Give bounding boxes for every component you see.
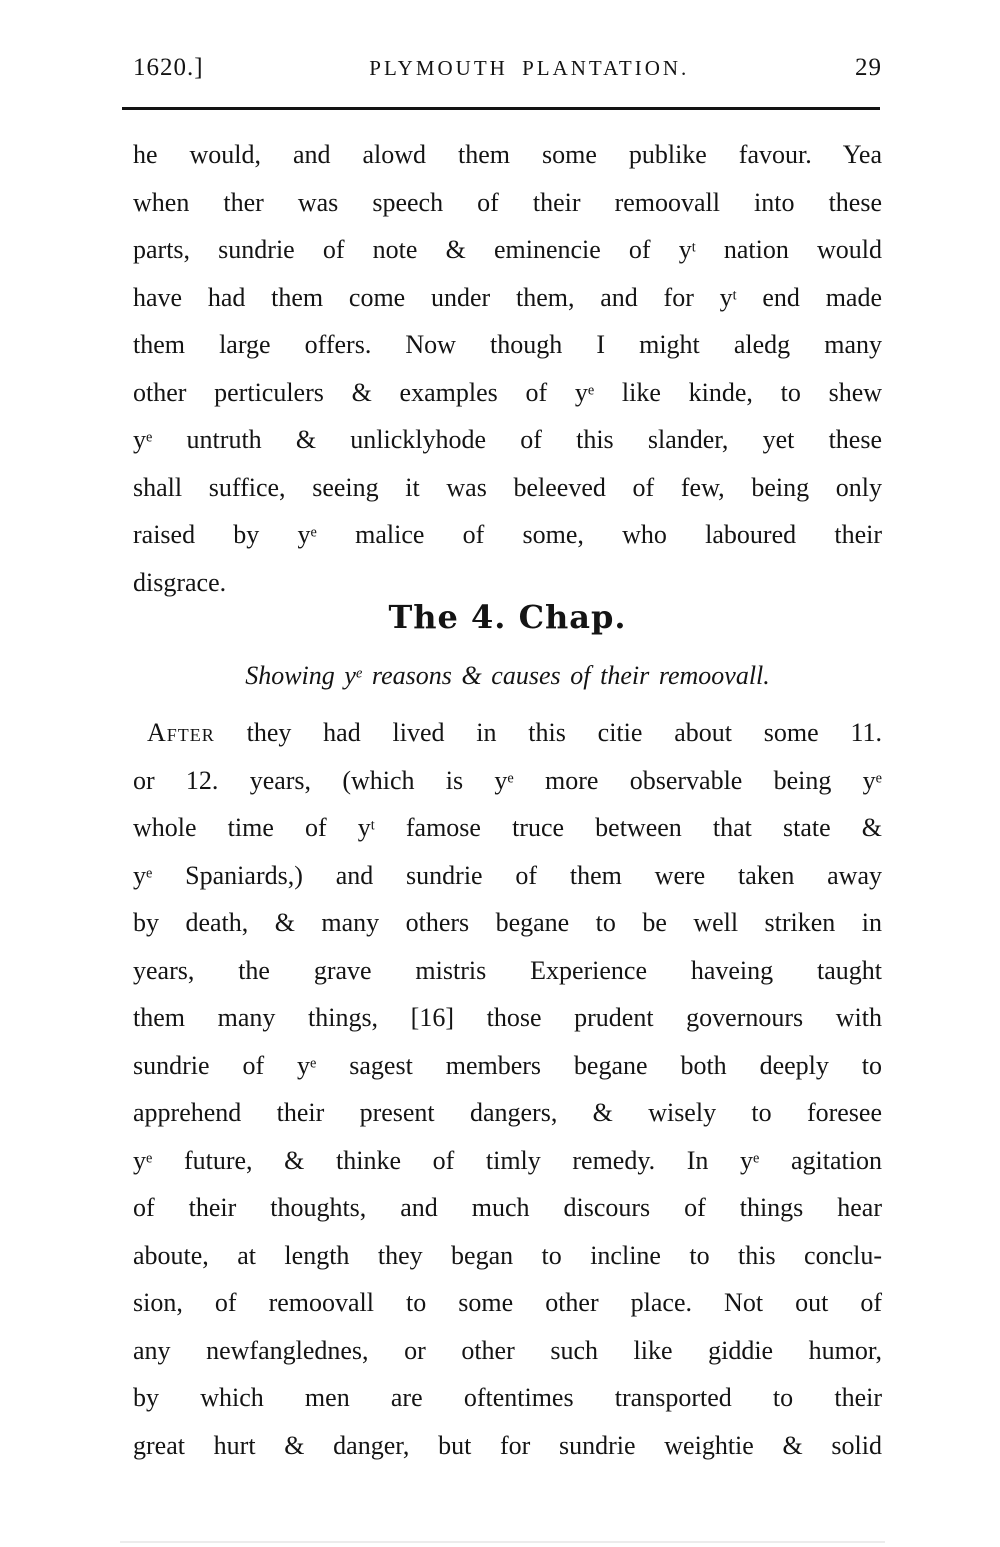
superscript-letter: e — [146, 865, 153, 882]
text-line: of their thoughts, and much discours of things hear — [133, 1193, 882, 1222]
text-line: them large offers. Now though I might aledg many — [133, 330, 882, 359]
text-line: whole time of $y^t$ famose truce between that state & — [133, 813, 882, 842]
text-line: shall suffice, seeing it was beleeved of few, being only — [133, 472, 882, 502]
text-line: he would, and alowd them some publike favour. Yea — [133, 140, 882, 169]
superscript-letter: e — [355, 665, 363, 682]
superscript-letter: e — [875, 770, 883, 787]
superscript-letter: t — [691, 239, 696, 256]
paragraph-chapter-body — [133, 709, 882, 1469]
text-line: other perticulers & examples of $y^e$ like kinde, to shew — [133, 377, 883, 407]
text-line: them many things, [16] those prudent governours with — [133, 1003, 882, 1032]
superscript-letter: e — [310, 524, 317, 541]
text-line: After they had lived in this citie about some 11. — [147, 718, 882, 747]
text-line: aboute, at length they began to incline to this conclu- — [133, 1240, 882, 1270]
superscript-letter: e — [310, 1055, 317, 1072]
superscript-letter: t — [732, 287, 737, 304]
superscript-letter: e — [753, 1150, 760, 1167]
chapter-heading: The 4. Chap. — [388, 598, 627, 636]
header-rule — [122, 107, 880, 110]
text-line: disgrace. — [133, 567, 227, 597]
superscript-letter: e — [507, 770, 514, 787]
text-line: have had them come under them, and for $y^t$ end made — [133, 282, 882, 312]
page-number: 29 — [855, 54, 882, 81]
text-line: sundrie of $y^e$ sagest members begane both deeply to — [133, 1050, 883, 1080]
chapter-subtitle: Showing $y^e$ reasons & causes of their remoovall. — [245, 661, 770, 690]
superscript-letter: t — [370, 817, 375, 834]
superscript-letter: e — [146, 429, 153, 446]
text-line: years, the grave mistris Experience haveing taught — [133, 955, 882, 985]
text-line: $y^e$ Spaniards,) and sundrie of them were taken away — [133, 860, 882, 890]
bottom-rule — [120, 1541, 885, 1543]
text-line: by which men are oftentimes transported to their — [133, 1383, 882, 1412]
text-line: when ther was speech of their remoovall into these — [133, 187, 882, 217]
text-line: parts, sundrie of note & eminencie of $y^t$ nation would — [133, 235, 882, 264]
text-line: $y^e$ future, & thinke of timly remedy. In $y^e$ agitation — [133, 1145, 882, 1175]
superscript-letter: e — [146, 1150, 153, 1167]
page-header — [133, 54, 882, 82]
running-title: PLYMOUTH PLANTATION. — [369, 56, 690, 80]
text-line: $y^e$ untruth & unlicklyhode of this slander, yet these — [133, 425, 882, 454]
paragraph-continuation — [133, 131, 882, 606]
text-line: apprehend their present dangers, & wisely to foresee — [133, 1098, 882, 1127]
header-year: 1620.] — [133, 54, 204, 81]
small-caps-word: After — [147, 718, 215, 747]
text-line: by death, & many others begane to be well striken in — [133, 908, 882, 937]
text-line: or 12. years, (which is $y^e$ more observable being $y^e$ — [133, 765, 883, 795]
text-line: raised by $y^e$ malice of some, who laboured their — [133, 520, 883, 549]
text-line: any newfanglednes, or other such like giddie humor, — [133, 1335, 882, 1365]
superscript-letter: e — [587, 382, 595, 399]
text-line: sion, of remoovall to some other place. Not out of — [133, 1288, 882, 1317]
text-line: great hurt & danger, but for sundrie weightie & solid — [133, 1430, 882, 1460]
